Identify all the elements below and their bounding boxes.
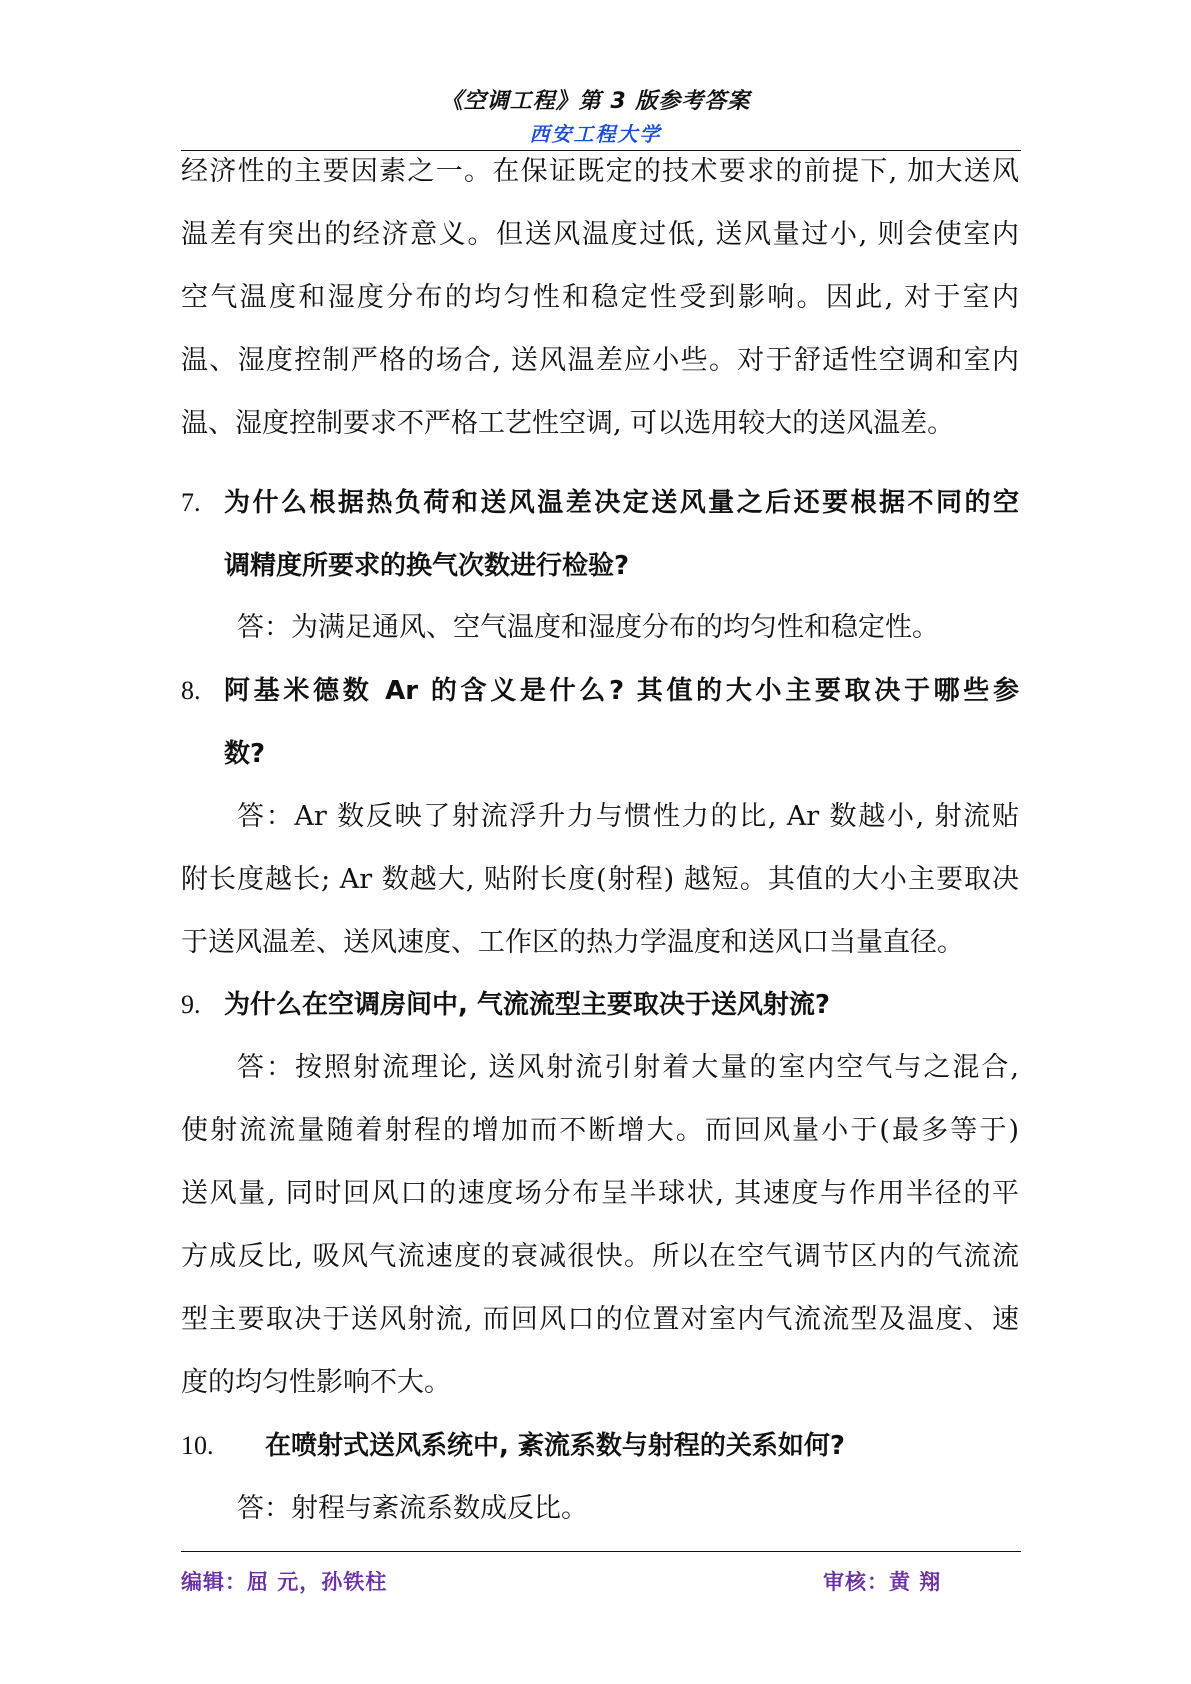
intro-line: 空气温度和湿度分布的均匀性和稳定性受到影响。因此, 对于室内	[181, 282, 1019, 313]
question-text: 数?	[224, 739, 266, 769]
question-number: 10.	[181, 1431, 214, 1460]
intro-line: 温、湿度控制严格的场合, 送风温差应小些。对于舒适性空调和室内	[181, 345, 1019, 376]
question-number: 8.	[181, 676, 201, 705]
question-text: 调精度所要求的换气次数进行检验?	[224, 551, 630, 581]
footer-editors: 编辑：屈 元，孙铁柱	[181, 1570, 388, 1594]
answer-text: 答：射程与紊流系数成反比。	[237, 1493, 588, 1524]
answer-text: 使射流流量随着射程的增加而不断增大。而回风量小于(最多等于)	[181, 1115, 1019, 1146]
intro-line: 经济性的主要因素之一。在保证既定的技术要求的前提下, 加大送风	[181, 156, 1019, 187]
question-text: 在喷射式送风系统中, 紊流系数与射程的关系如何?	[265, 1431, 846, 1461]
question-text: 为什么根据热负荷和送风温差决定送风量之后还要根据不同的空	[224, 488, 1019, 518]
intro-line: 温差有突出的经济意义。但送风温度过低, 送风量过小, 则会使室内	[181, 219, 1019, 250]
header-divider	[181, 150, 1021, 151]
page-header-subtitle: 西安工程大学	[529, 122, 662, 146]
question-text: 为什么在空调房间中, 气流流型主要取决于送风射流?	[224, 990, 831, 1020]
answer-text: 型主要取决于送风射流, 而回风口的位置对室内气流流型及温度、速	[181, 1304, 1019, 1335]
answer-text: 答：Ar 数反映了射流浮升力与惯性力的比, Ar 数越小, 射流贴	[237, 801, 1019, 832]
answer-text: 附长度越长; Ar 数越大, 贴附长度(射程) 越短。其值的大小主要取决	[181, 864, 1019, 895]
answer-text: 答：为满足通风、空气温度和湿度分布的均匀性和稳定性。	[237, 612, 939, 643]
question-number: 9.	[181, 990, 201, 1019]
intro-line: 温、湿度控制要求不严格工艺性空调, 可以选用较大的送风温差。	[181, 408, 955, 439]
footer-divider	[181, 1551, 1021, 1552]
answer-text: 于送风温差、送风速度、工作区的热力学温度和送风口当量直径。	[181, 927, 964, 958]
footer-reviewer: 审核：黄 翔	[823, 1570, 942, 1594]
question-text: 阿基米德数 Ar 的含义是什么? 其值的大小主要取决于哪些参	[224, 676, 1019, 706]
answer-text: 送风量, 同时回风口的速度场分布呈半球状, 其速度与作用半径的平	[181, 1178, 1019, 1209]
answer-text: 度的均匀性影响不大。	[181, 1367, 451, 1398]
question-number: 7.	[181, 488, 201, 517]
answer-text: 方成反比, 吸风气流速度的衰减很快。所以在空气调节区内的气流流	[181, 1241, 1019, 1272]
page-header-title: 《空调工程》第 3 版参考答案	[440, 89, 751, 114]
answer-text: 答：按照射流理论, 送风射流引射着大量的室内空气与之混合,	[237, 1052, 1019, 1083]
